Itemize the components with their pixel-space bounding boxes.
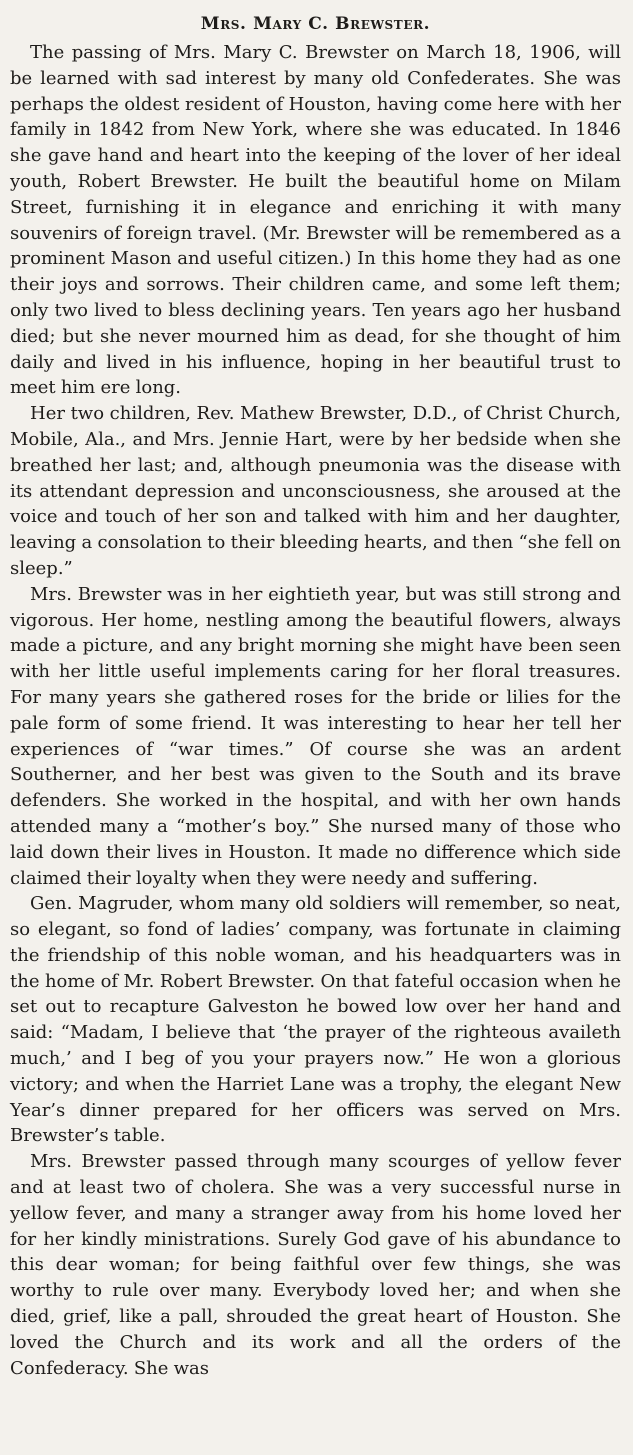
- paragraph-1: The passing of Mrs. Mary C. Brewster on March 18, 1906, will be learned with sad interest by many old Confederates. She was perhaps the oldest resident of Houston, having come here with her family in 1842 from New York, where she was educated. In 1846 she gave hand and heart into the keeping of the lover of her ideal youth, Robert Brewster. He built the beautiful home on Milam Street, furnishing it in elegance and enriching it with many souvenirs of foreign travel. (Mr. Brewster will be remembered as a prominent Mason and useful citizen.) In this home they had as one their joys and sorrows. Their children came, and some left them; only two lived to bless declining years. Ten years ago her husband died; but she never mourned him as dead, for she thought of him daily and lived in his influence, hoping in her beautiful trust to meet him ere long.: [10, 42, 621, 399]
- paragraph-2: Her two children, Rev. Mathew Brewster, D.D., of Christ Church, Mobile, Ala., and Mrs. Jennie Hart, were by her bedside when she breathed her last; and, although pneumonia was the disease with its attendant depression and unconsciousness, she aroused at the voice and touch of her son and talked with him and her daughter, leaving a consolation to their bleeding hearts, and then “she fell on sleep.”: [10, 403, 621, 579]
- paragraph-3: Mrs. Brewster was in her eightieth year, but was still strong and vigorous. Her home, nestling among the beautiful flowers, always made a picture, and any bright morning she might have been seen with her little useful implements caring for her floral treasures. For many years she gathered roses for the bride or lilies for the pale form of some friend. It was interesting to hear her tell her experiences of “war times.” Of course she was an ardent Southerner, and her best was given to the South and its brave defenders. She worked in the hospital, and with her own hands attended many a “mother’s boy.” She nursed many of those who laid down their lives in Houston. It made no difference which side claimed their loyalty when they were needy and suffering.: [10, 583, 621, 889]
- paragraph-5: Mrs. Brewster passed through many scourges of yellow fever and at least two of cholera. She was a very successful nurse in yellow fever, and many a stranger away from his home loved her for her kindly ministrations. Surely God gave of his abundance to this dear woman; for being faithful over few things, she was worthy to rule over many. Everybody loved her; and when she died, grief, like a pall, shrouded the great heart of Houston. She loved the Church and its work and all the orders of the Confederacy. She was: [10, 1151, 621, 1379]
- paragraph-4: Gen. Magruder, whom many old soldiers will remember, so neat, so elegant, so fond of ladies’ company, was fortunate in claiming the friendship of this noble woman, and his headquarters was in the home of Mr. Robert Brewster. On that fateful occasion when he set out to recapture Galveston he bowed low over her hand and said: “Madam, I believe that ‘the prayer of the righteous availeth much,’ and I beg of you your prayers now.” He won a glorious victory; and when the Harriet Lane was a trophy, the elegant New Year’s dinner prepared for her officers was served on Mrs. Brewster’s table.: [10, 893, 621, 1147]
- article-title: Mrs. Mary C. Brewster.: [200, 14, 431, 34]
